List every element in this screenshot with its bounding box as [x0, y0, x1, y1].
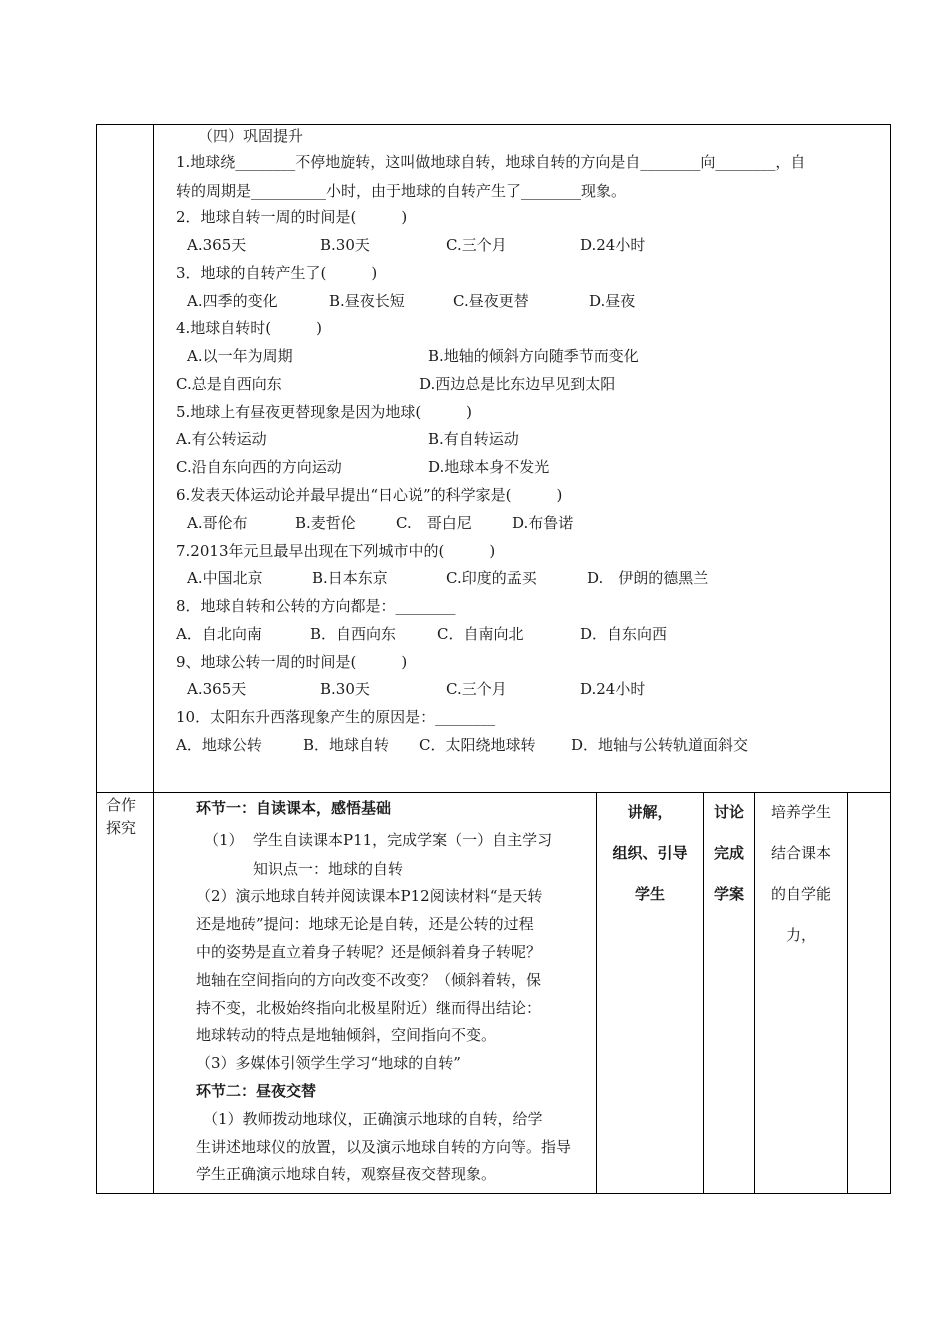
- teacher-activity-line: 讲解，: [627, 803, 673, 821]
- table-border-top: [96, 124, 891, 125]
- option: D.布鲁诺: [512, 514, 574, 532]
- option: A.365天: [187, 680, 247, 698]
- option: A.有公转运动: [176, 430, 267, 448]
- option: C.三个月: [446, 236, 507, 254]
- question-4: 4.地球自转时( ): [176, 319, 323, 337]
- option: C.总是自西向东: [176, 375, 282, 393]
- item-4-line: （1）教师拨动地球仪，正确演示地球的自转，给学: [203, 1110, 543, 1128]
- option: C.印度的孟买: [446, 569, 537, 587]
- option: B.30天: [320, 680, 370, 698]
- design-intent-line: 培养学生: [770, 803, 831, 821]
- question-9: 9、地球公转一周的时间是( ): [176, 653, 408, 671]
- option: A．地球公转: [176, 736, 262, 754]
- design-intent-line: 的自学能: [770, 885, 831, 903]
- option: B.昼夜长短: [329, 292, 405, 310]
- table-border-left: [96, 124, 97, 1194]
- item-2-line: 中的姿势是直立着身子转呢？还是倾斜着身子转呢？: [196, 943, 542, 961]
- option: B．自西向东: [310, 625, 397, 643]
- item-1-line-2: 知识点一：地球的自转: [253, 860, 404, 878]
- link-1-title: 环节一：自读课本，感悟基础: [196, 799, 392, 817]
- section-heading: （四）巩固提升: [198, 127, 304, 145]
- option: C. 哥白尼: [396, 514, 472, 532]
- option: D．地轴与公转轨道面斜交: [571, 736, 749, 754]
- question-7: 7.2013年元旦最早出现在下列城市中的( ): [176, 542, 496, 560]
- item-1-number: （1）: [204, 831, 244, 849]
- option: B.30天: [320, 236, 370, 254]
- question-8: 8．地球自转和公转的方向都是：________: [176, 597, 456, 615]
- option: C．太阳绕地球转: [419, 736, 536, 754]
- option: C．自南向北: [437, 625, 524, 643]
- option: A.以一年为周期: [187, 347, 293, 365]
- option: D.24小时: [580, 680, 646, 698]
- option: B.有自转运动: [428, 430, 519, 448]
- option: A.四季的变化: [187, 292, 278, 310]
- option: D.24小时: [580, 236, 646, 254]
- option: C.沿自东向西的方向运动: [176, 458, 342, 476]
- option: D.地球本身不发光: [428, 458, 550, 476]
- table-column-divider: [153, 124, 154, 1194]
- option: C.三个月: [446, 680, 507, 698]
- option: D．自东向西: [580, 625, 668, 643]
- item-2-line: 持不变，北极始终指向北极星附近）继而得出结论：: [196, 999, 542, 1017]
- design-intent-line: 结合课本: [770, 844, 831, 862]
- question-2: 2．地球自转一周的时间是( ): [176, 208, 408, 226]
- item-2-line: 地轴在空间指向的方向改变不改变？（倾斜着转，保: [196, 971, 542, 989]
- option: A.中国北京: [187, 569, 263, 587]
- table-border-right: [890, 124, 891, 1194]
- option: B.日本东京: [312, 569, 388, 587]
- option: A.365天: [187, 236, 247, 254]
- student-activity-line: 讨论: [713, 803, 744, 821]
- question-3: 3．地球的自转产生了( ): [176, 264, 378, 282]
- item-1-line-1: 学生自读课本P11，完成学案（一）自主学习: [253, 831, 553, 849]
- question-5: 5.地球上有昼夜更替现象是因为地球( ): [176, 403, 473, 421]
- option: B．地球自转: [303, 736, 390, 754]
- student-activity-line: 学案: [713, 885, 744, 903]
- item-2-line: 地球转动的特点是地轴倾斜，空间指向不变。: [196, 1026, 497, 1044]
- option: A.哥伦布: [187, 514, 248, 532]
- table-border-bottom: [96, 1193, 891, 1194]
- option: C.昼夜更替: [453, 292, 529, 310]
- option: D.西边总是比东边早见到太阳: [419, 375, 616, 393]
- option: B.麦哲伦: [295, 514, 356, 532]
- item-3: （3）多媒体引领学生学习“地球的自转”: [196, 1054, 461, 1072]
- option: D. 伊朗的德黑兰: [587, 569, 709, 587]
- design-intent-line: 力，: [785, 926, 816, 944]
- option: D.昼夜: [589, 292, 636, 310]
- item-4-line: 学生正确演示地球自转，观察昼夜交替现象。: [196, 1165, 497, 1183]
- teacher-activity-line: 学生: [634, 885, 665, 903]
- stage-label: 合作探究: [106, 796, 137, 837]
- teacher-activity-line: 组织、引导: [612, 844, 688, 862]
- question-10: 10．太阳东升西落现象产生的原因是：________: [176, 708, 496, 726]
- item-2-line: 还是地砖”提问：地球无论是自转，还是公转的过程: [196, 915, 534, 933]
- link-2-title: 环节二：昼夜交替: [196, 1082, 317, 1100]
- question-1-line-2: 转的周期是__________小时，由于地球的自转产生了________现象。: [176, 182, 627, 200]
- question-1-line-1: 1.地球绕________不停地旋转，这叫做地球自转，地球自转的方向是自________向________，自: [176, 153, 806, 171]
- item-4-line: 生讲述地球仪的放置，以及演示地球自转的方向等。指导: [196, 1138, 572, 1156]
- student-activity-line: 完成: [713, 844, 744, 862]
- item-2-line: （2）演示地球自转并阅读课本P12阅读材料“是天转: [196, 887, 543, 905]
- table-column-divider: [847, 792, 848, 1194]
- option: B.地轴的倾斜方向随季节而变化: [428, 347, 639, 365]
- option: A．自北向南: [176, 625, 262, 643]
- question-6: 6.发表天体运动论并最早提出“日心说”的科学家是( ): [176, 486, 563, 504]
